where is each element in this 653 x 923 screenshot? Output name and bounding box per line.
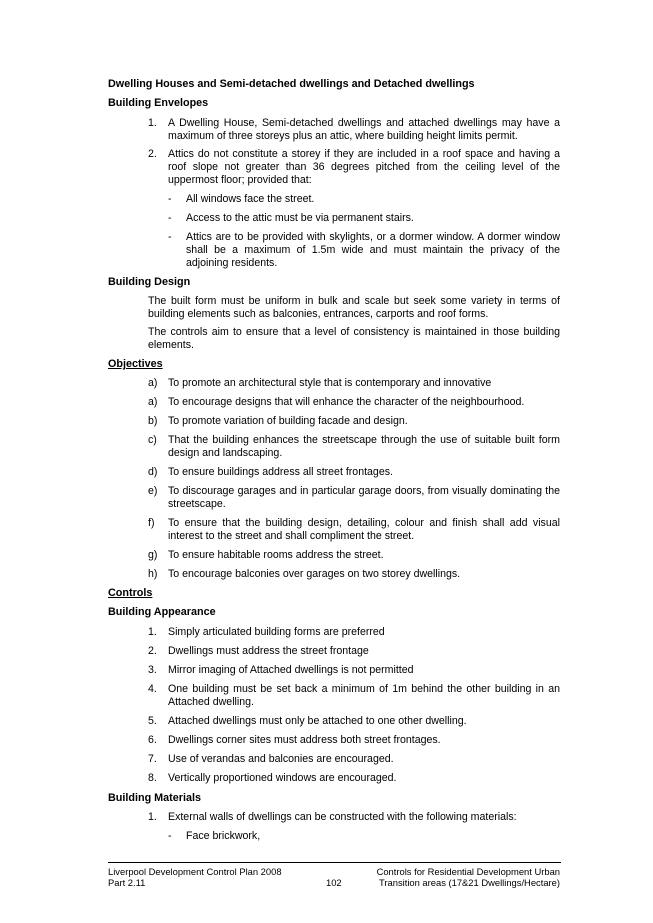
- list-text: Use of verandas and balconies are encouraged.: [168, 753, 394, 765]
- list-text: To ensure buildings address all street frontages.: [168, 466, 393, 478]
- list-marker: 4.: [148, 683, 157, 695]
- list-item: [148, 772, 560, 785]
- list-marker: 2.: [148, 148, 157, 160]
- section-title: Dwelling Houses and Semi-detached dwellings and Detached dwellings: [108, 78, 475, 90]
- list-text: Dwellings corner sites must address both street frontages.: [168, 734, 441, 746]
- list-text: External walls of dwellings can be constructed with the following materials:: [168, 811, 517, 823]
- list-marker: 1.: [148, 117, 157, 129]
- footer-section-title: Controls for Residential Development Urban: [376, 866, 560, 877]
- list-text: To promote variation of building facade and design.: [168, 415, 408, 427]
- list-item: [148, 396, 560, 409]
- list-text: To promote an architectural style that is contemporary and innovative: [168, 377, 492, 389]
- list-item: [148, 377, 560, 390]
- list-marker: 7.: [148, 753, 157, 765]
- list-marker: b): [148, 415, 158, 427]
- heading-building-materials: Building Materials: [108, 792, 201, 804]
- list-item: [148, 683, 560, 709]
- list-item: [148, 715, 560, 728]
- list-item: [148, 466, 560, 479]
- heading-objectives: Objectives: [108, 358, 163, 370]
- bullet-marker: -: [168, 212, 172, 224]
- bullet-marker: -: [168, 231, 172, 243]
- list-marker: 5.: [148, 715, 157, 727]
- list-marker: d): [148, 466, 158, 478]
- list-item: [148, 148, 560, 187]
- list-marker: 1.: [148, 811, 157, 823]
- heading-building-envelopes: Building Envelopes: [108, 97, 209, 109]
- list-text: A Dwelling House, Semi-detached dwellings and attached dwellings may have a maximum of three storeys plus an attic, where building height limits permit.: [168, 117, 560, 142]
- list-marker: h): [148, 568, 158, 580]
- footer-page-number: 102: [326, 877, 342, 888]
- list-text: To encourage balconies over garages on two storey dwellings.: [168, 568, 461, 580]
- bullet-text: Face brickwork,: [186, 830, 261, 842]
- list-marker: 8.: [148, 772, 157, 784]
- footer-part: Part 2.11: [108, 877, 146, 888]
- footer-divider: [108, 862, 561, 863]
- list-item: [148, 549, 560, 562]
- list-item: [148, 664, 560, 677]
- list-item: [148, 811, 560, 824]
- bullet-item: [168, 830, 560, 843]
- list-item: [148, 626, 560, 639]
- list-marker: 3.: [148, 664, 157, 676]
- list-marker: 1.: [148, 626, 157, 638]
- bullet-marker: -: [168, 830, 172, 842]
- paragraph: The controls aim to ensure that a level of consistency is maintained in those building elements.: [148, 326, 560, 351]
- list-item: [148, 645, 560, 658]
- heading-building-design: Building Design: [108, 276, 191, 288]
- list-text: Vertically proportioned windows are encouraged.: [168, 772, 397, 784]
- list-text: Dwellings must address the street frontage: [168, 645, 369, 657]
- footer-document-title: Liverpool Development Control Plan 2008: [108, 866, 282, 877]
- paragraph: The built form must be uniform in bulk and scale but seek some variety in terms of building elements such as balconies, entrances, carports and roof forms.: [148, 295, 560, 320]
- list-text: To discourage garages and in particular garage doors, from visually dominating the streetscape.: [168, 485, 560, 510]
- list-item: [148, 434, 560, 460]
- list-marker: e): [148, 485, 158, 497]
- list-text: To ensure habitable rooms address the street.: [168, 549, 384, 561]
- list-text: To ensure that the building design, detailing, colour and finish shall add visual interest to the street and shall compliment the street.: [168, 517, 560, 542]
- list-item: [148, 568, 560, 581]
- list-text: Attached dwellings must only be attached to one other dwelling.: [168, 715, 467, 727]
- list-marker: g): [148, 549, 158, 561]
- bullet-item: [168, 212, 560, 225]
- list-item: [148, 117, 560, 143]
- list-item: [148, 485, 560, 511]
- list-item: [148, 517, 560, 543]
- list-marker: a): [148, 377, 158, 389]
- list-text: That the building enhances the streetscape through the use of suitable built form design and landscaping.: [168, 434, 560, 459]
- list-item: [148, 753, 560, 766]
- list-marker: c): [148, 434, 157, 446]
- list-text: To encourage designs that will enhance the character of the neighbourhood.: [168, 396, 525, 408]
- bullet-item: [168, 193, 560, 206]
- bullet-marker: -: [168, 193, 172, 205]
- list-marker: f): [148, 517, 155, 529]
- list-text: One building must be set back a minimum of 1m behind the other building in an Attached dwelling.: [168, 683, 560, 708]
- bullet-text: Attics are to be provided with skylights, or a dormer window. A dormer window shall be a maximum of 1.5m wide and must maintain the privacy of the adjoining residents.: [186, 231, 560, 269]
- list-text: Simply articulated building forms are preferred: [168, 626, 385, 638]
- list-marker: a): [148, 396, 158, 408]
- list-marker: 6.: [148, 734, 157, 746]
- heading-controls: Controls: [108, 587, 153, 599]
- list-marker: 2.: [148, 645, 157, 657]
- bullet-text: Access to the attic must be via permanent stairs.: [186, 212, 414, 224]
- bullet-text: All windows face the street.: [186, 193, 315, 205]
- list-text: Mirror imaging of Attached dwellings is not permitted: [168, 664, 414, 676]
- list-item: [148, 734, 560, 747]
- list-item: [148, 415, 560, 428]
- bullet-item: [168, 231, 560, 270]
- footer-section-subtitle: Transition areas (17&21 Dwellings/Hectare): [379, 877, 560, 888]
- list-text: Attics do not constitute a storey if they are included in a roof space and having a roof slope not greater than 36 degrees pitched from the ceiling level of the uppermost floor; provided that:: [168, 148, 560, 186]
- heading-building-appearance: Building Appearance: [108, 606, 216, 618]
